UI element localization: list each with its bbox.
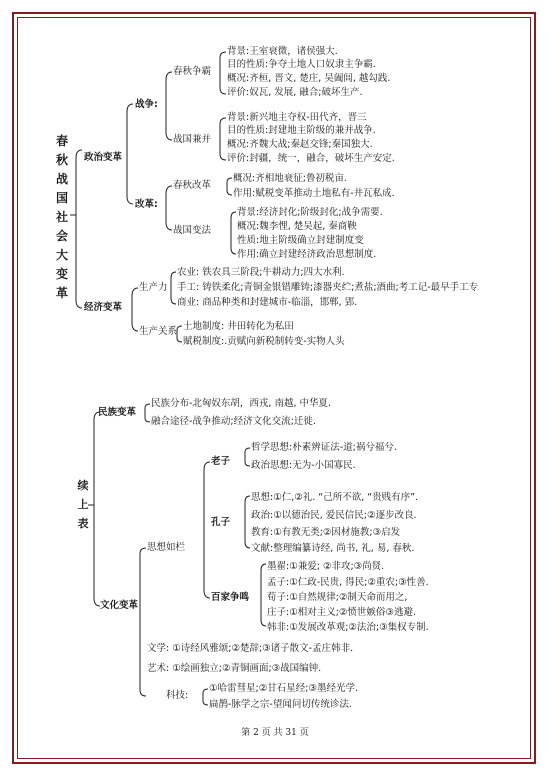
hundred-schools-label: 百家争鸣 — [211, 592, 250, 603]
war-label: 战争: — [135, 99, 158, 110]
thought-label: 思想如栏 — [147, 542, 186, 553]
chunqiu-hegemony-label: 春秋争霸 — [173, 66, 212, 77]
title-char: 战 — [55, 172, 68, 186]
hundred-schools-line: 庄子:①相对主义;②愤世嫉俗③逃避. — [267, 607, 416, 618]
zhanguo-annexation-label: 战国兼并 — [173, 134, 212, 145]
cultural-reform-label: 文化变革 — [100, 600, 139, 611]
kongzi-label: 孔子 — [211, 517, 231, 528]
zhanguo-reform-label: 战国变法 — [173, 225, 212, 236]
zhanguo-annexation-line: 概况:齐魏大战;秦赵交锋;秦国独大. — [227, 139, 373, 150]
chunqiu-hegemony-line: 背景:王室衰微，诸侯强大. — [227, 46, 338, 57]
ethnic-reform-label: 民族变革 — [98, 407, 137, 418]
literature-line: 文学: ①诗经风雅颂;②楚辞;③诸子散文-孟庄韩非. — [147, 643, 354, 654]
zhanguo-reform-line: 背景:经济封化;阶级封化;战争需要. — [237, 207, 383, 218]
title-char: 表 — [77, 517, 89, 530]
production-relations-label: 生产关系 — [139, 326, 178, 337]
chunqiu-reform-line: 作用:赋税变革推动土地私有-井瓦私成. — [233, 188, 395, 199]
productivity-line: 商业: 商品种类和封建城市-临淄，邯郸, 郢. — [177, 297, 358, 308]
chunqiu-hegemony-line: 评价:奴瓦, 发展, 融合;破坏生产. — [227, 87, 363, 98]
title-char: 变 — [55, 267, 68, 281]
part2-vertical-title — [76, 476, 90, 533]
political-reform-label: 政治变革 — [84, 152, 123, 163]
kongzi-line: 思想:①仁,②礼. “己所不欲, “贵贱有序”. — [251, 492, 419, 503]
part1-vertical-title — [55, 132, 69, 303]
title-char: 会 — [55, 229, 68, 243]
production-relations-line: 土地制度: 井田转化为私田 — [183, 321, 294, 332]
page-number: 第 2 页 共 31 页 — [241, 728, 309, 738]
production-relations-line: 赋税制度:.贡赋向新税制转变-实物人头 — [183, 336, 345, 347]
science-line: 扁鹊-脉学之宗-望闻问切传统诊法. — [209, 699, 352, 710]
productivity-line: 农业: 铁农具三阶段;牛耕动力;四大水利. — [177, 267, 345, 278]
productivity-line: 手工: 铸铁柔化;青铜金银错雕铸;漆器夹纻;煮盐;酒曲;考工记-最早手工专 — [177, 282, 479, 293]
title-char: 社 — [55, 210, 68, 224]
title-char: 续 — [77, 479, 89, 492]
title-char: 大 — [55, 248, 68, 262]
kongzi-line: 教育:①有教无类;②因材施教;③启发 — [251, 527, 401, 538]
title-char: 国 — [55, 191, 68, 205]
economic-reform-label: 经济变革 — [84, 302, 123, 313]
hundred-schools-line: 荀子:①自然规律;②制天命而用之, — [267, 592, 408, 603]
chunqiu-reform-label: 春秋改革 — [173, 180, 212, 191]
chunqiu-hegemony-line: 目的性质:争夺土地人口奴隶主争霸. — [227, 59, 376, 70]
zhanguo-reform-line: 作用:确立封建经济政治思想制度. — [237, 249, 377, 260]
art-line: 艺术: ①绘画独立;②青铜画面;③战国编钟. — [147, 663, 322, 674]
hundred-schools-line: 墨翟:①兼爱; ②非攻;③尚贤. — [267, 561, 385, 572]
chunqiu-hegemony-line: 概况:齐桓, 晋文, 楚庄, 吴阖闾, 越勾践. — [227, 73, 391, 84]
zhanguo-reform-line: 概况:魏李悝, 楚吴起, 秦商鞅 — [237, 221, 357, 232]
science-label: 科技: — [166, 690, 189, 701]
ethnic-reform-line: 民族分布-北匈奴东胡，西戎, 南越, 中华夏. — [151, 398, 332, 409]
title-char: 秋 — [55, 153, 68, 167]
chunqiu-reform-line: 概况:齐相地衰征;鲁初税亩. — [233, 173, 347, 184]
ethnic-reform-line: 融合途径-战争推动;经济文化交流;迁徙. — [151, 416, 316, 427]
title-char: 上 — [77, 498, 89, 511]
zhanguo-annexation-line: 目的性质:封建地主阶级的兼并战争. — [227, 125, 376, 136]
zhanguo-reform-line: 性质:地主阶级确立封建制度变 — [237, 235, 364, 246]
productivity-label: 生产力 — [139, 282, 168, 293]
laozi-line: 哲学思想:朴素辨证法-道;祸兮福兮. — [251, 442, 397, 453]
zhanguo-annexation-line: 评价:封疆，统一，融合，破坏生产安定. — [227, 153, 395, 164]
science-line: ①哈雷彗星;②甘石星经;③墨经光学. — [209, 683, 358, 694]
laozi-label: 老子 — [211, 456, 231, 467]
kongzi-line: 文献:整理编纂诗经, 尚书, 礼, 易, 春秋. — [251, 543, 415, 554]
title-char: 革 — [55, 286, 68, 300]
laozi-line: 政治思想:无为-小国寡民. — [251, 460, 356, 471]
title-char: 春 — [55, 134, 68, 148]
kongzi-line: 政治:①以德治民, 爱民信民;②逐步改良. — [251, 510, 417, 521]
reform-label: 改革: — [135, 199, 158, 210]
hundred-schools-line: 孟子:①仁政-民贵, 得民;②重农;③性善. — [267, 577, 429, 588]
hundred-schools-line: 韩非:①发展改革观;②法治;③集权专制. — [267, 622, 429, 633]
zhanguo-annexation-line: 背景:新兴地主夺权-田代齐，晋三 — [227, 112, 367, 123]
